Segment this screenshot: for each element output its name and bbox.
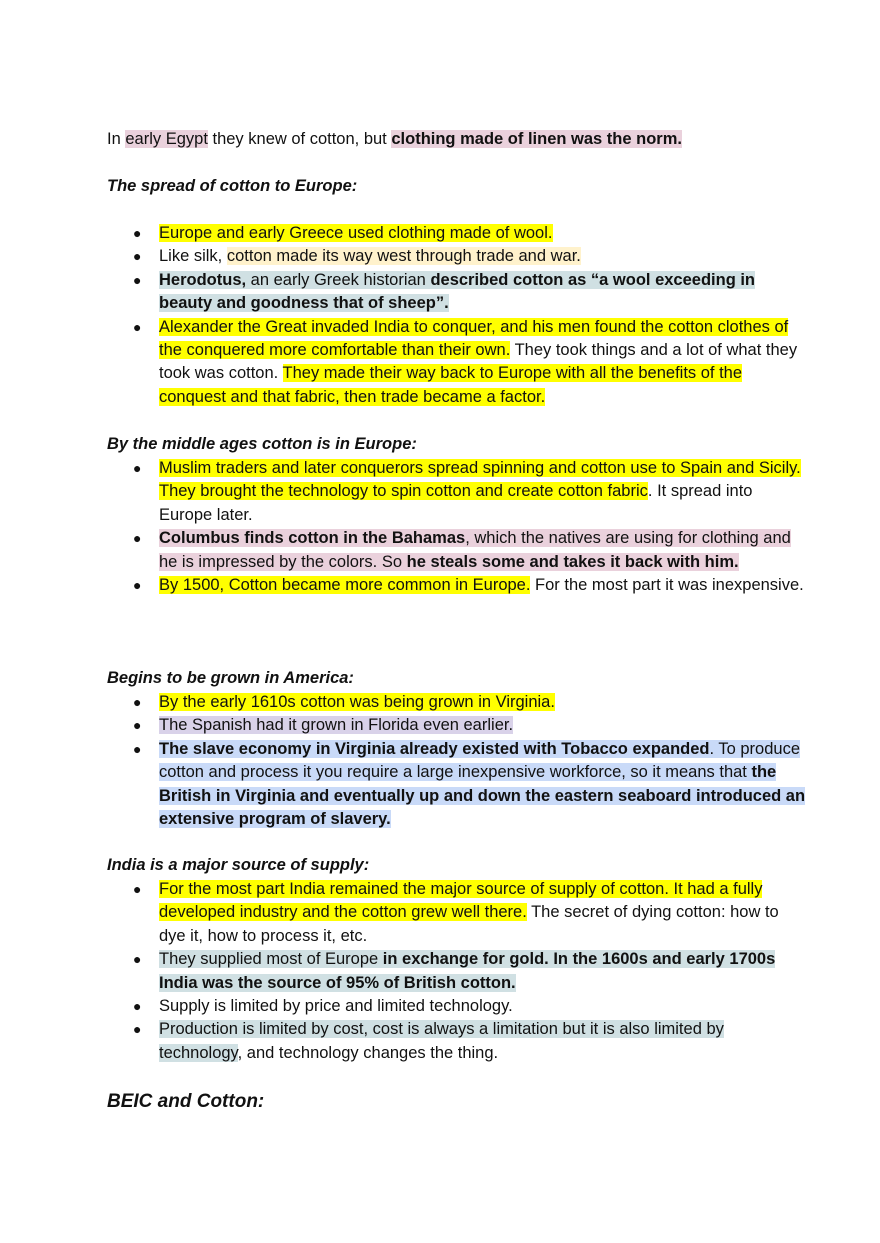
list-item: ● Alexander the Great invaded India to conquer, and his men found the cotton clothes of the conquered more comfortable than their own. They took things and a lot of what they took was cotton. They made their way back to Europe with all the benefits of the conquest and that fabric, then trade became a factor. [133, 317, 798, 406]
list-item: ● By 1500, Cotton became more common in Europe. For the most part it was inexpensive. [107, 574, 807, 597]
list-item: ● The slave economy in Virginia already existed with Tobacco expanded. To produce cotton and process it you require a large inexpensive workforce, so it means that the British in Virginia and eventually up and down the eastern seaboard introduced an extensive program of slavery. [133, 739, 806, 829]
intro-text: they knew of cotton, but [207, 130, 392, 148]
bullet-icon: ● [133, 740, 142, 757]
bullet-icon: ● [133, 225, 142, 241]
list-item: ● Supply is limited by price and limited technology. [107, 995, 807, 1018]
intro-paragraph [107, 128, 807, 151]
list-item: ● Columbus finds cotton in the Bahamas, which the natives are using for clothing and he is impressed by the colors. So he steals some and takes it back with him. [133, 529, 791, 571]
bullet-icon: ● [133, 248, 142, 265]
section-heading-beic: BEIC and Cotton: [107, 1091, 265, 1112]
bullet-icon: ● [133, 951, 142, 968]
bullet-icon: ● [133, 998, 142, 1015]
bullet-icon: ● [133, 460, 142, 476]
list-item: ● Muslim traders and later conquerors spread spinning and cotton use to Spain and Sicily. They brought the technology to spin cotton and create cotton fabric. It spread into Europe later. [133, 459, 801, 524]
section-heading-america: Begins to be grown in America: [107, 669, 354, 687]
section-heading-spread: The spread of cotton to Europe: [107, 177, 358, 195]
bullet-icon: ● [133, 694, 142, 710]
list-item: ● Europe and early Greece used clothing made of wool. [107, 222, 807, 245]
bullet-icon: ● [133, 717, 142, 734]
bullet-icon: ● [133, 318, 142, 335]
intro-highlight-linen: clothing made of linen was the norm. [391, 130, 682, 148]
bullet-icon: ● [133, 271, 142, 288]
intro-text: In [107, 130, 126, 148]
bullet-icon: ● [133, 881, 142, 897]
list-item: ● Herodotus, an early Greek historian described cotton as “a wool exceeding in beauty and goodness that of sheep”. [133, 270, 756, 313]
section-heading-india: India is a major source of supply: [107, 856, 370, 874]
bullet-icon: ● [133, 577, 142, 594]
section-list-spread [107, 222, 807, 409]
list-item: ● By the early 1610s cotton was being grown in Virginia. [107, 691, 807, 714]
section-list-india [107, 878, 807, 1065]
list-item: ● Like silk, cotton made its way west through trade and war. [107, 245, 807, 268]
section-list-middle-ages [107, 457, 807, 597]
intro-highlight-egypt: early Egypt [125, 130, 208, 148]
list-item: ● Production is limited by cost, cost is always a limitation but it is also limited by technology, and technology changes the thing. [133, 1020, 724, 1062]
list-item: ● For the most part India remained the major source of supply of cotton. It had a fully developed industry and the cotton grew well there. The secret of dying cotton: how to dye it, how to process it, etc. [133, 880, 779, 945]
section-heading-middle-ages: By the middle ages cotton is in Europe: [107, 435, 417, 453]
bullet-icon: ● [133, 1021, 142, 1038]
list-item: ● They supplied most of Europe in exchange for gold. In the 1600s and early 1700s India was the source of 95% of British cotton. [133, 950, 776, 992]
bullet-icon: ● [133, 530, 142, 547]
section-list-america [107, 691, 807, 831]
list-item: ● The Spanish had it grown in Florida even earlier. [107, 714, 807, 737]
